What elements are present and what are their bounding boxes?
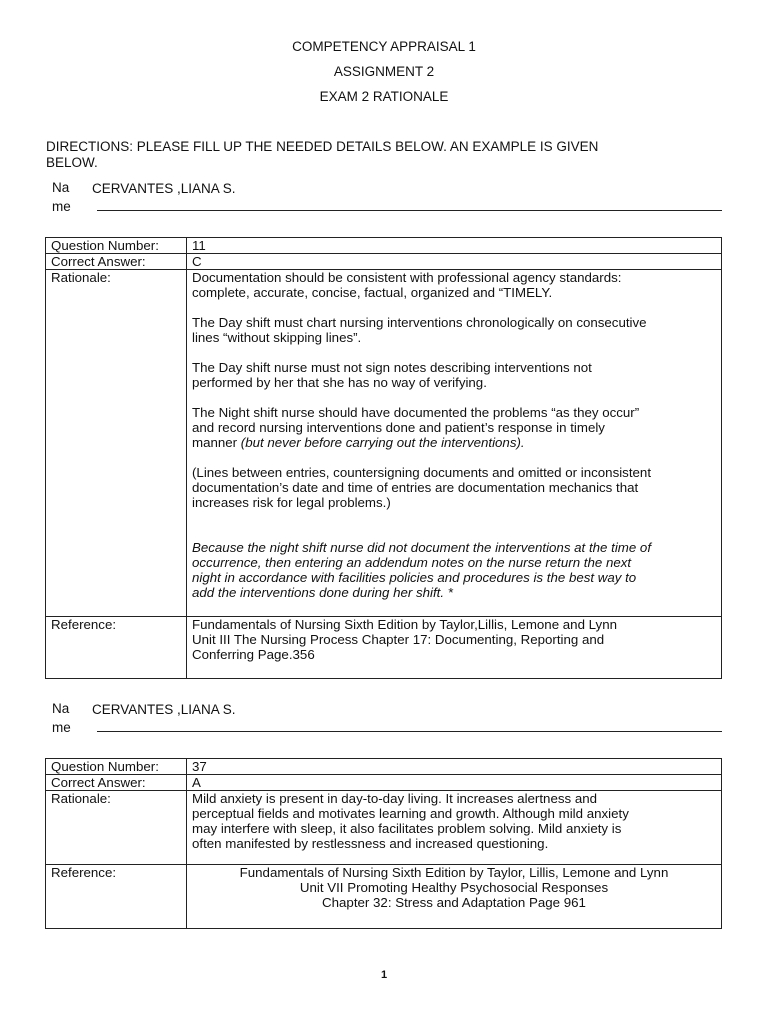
rationale-label: Rationale: [46, 791, 187, 865]
question-number-label: Question Number: [46, 238, 187, 254]
rationale-row [46, 791, 722, 865]
name-underline [97, 210, 722, 211]
rationale-paragraph: The Night shift nurse should have documented the problems “as they occur” and record nursing interventions done and patient’s response in timely manner (but never before carrying out the interventions). [192, 405, 640, 450]
directions-line2: BELOW. [46, 155, 98, 170]
question-number-label: Question Number: [46, 759, 187, 775]
question-row [46, 759, 722, 775]
rationale-row [46, 270, 722, 617]
name-label: Name [52, 180, 71, 214]
name-value: CERVANTES ,LIANA S. [92, 702, 236, 717]
correct-answer-label: Correct Answer: [46, 775, 187, 791]
question-number-value: 11 [187, 238, 722, 254]
reference-text: Fundamentals of Nursing Sixth Edition by Taylor,Lillis, Lemone and Lynn Unit III The Nursing Process Chapter 17: Documenting, Reporting and Conferring Page.356 [187, 617, 722, 679]
question-row [46, 238, 722, 254]
correct-answer-value: C [187, 254, 722, 270]
reference-row [46, 617, 722, 679]
rationale-conclusion: Because the night shift nurse did not document the interventions at the time of occurrence, then entering an addendum notes on the nurse return the next night in accordance with facilities policies and procedures is the best way to add the interventions done during her shift. * [192, 540, 652, 600]
doc-subtitle-exam: EXAM 2 RATIONALE [319, 89, 449, 104]
reference-label: Reference: [46, 865, 187, 929]
reference-row [46, 865, 722, 929]
question-number-value: 37 [187, 759, 722, 775]
name-value: CERVANTES ,LIANA S. [92, 181, 236, 196]
correct-answer-label: Correct Answer: [46, 254, 187, 270]
name-underline [97, 731, 722, 732]
rationale-paragraph: The Day shift must chart nursing interventions chronologically on consecutive lines “without skipping lines”. [192, 315, 647, 345]
answer-row [46, 254, 722, 270]
rationale-text: Mild anxiety is present in day-to-day living. It increases alertness and perceptual fields and motivates learning and growth. Although mild anxiety may interfere with sleep, it also facilitates problem solving. Mild anxiety is often manifested by restlessness and increased questioning. [187, 791, 722, 865]
reference-text: Fundamentals of Nursing Sixth Edition by Taylor, Lillis, Lemone and Lynn Unit VII Promoting Healthy Psychosocial Responses Chapter 32: Stress and Adaptation Page 961 [187, 865, 722, 929]
rationale-paragraph: (Lines between entries, countersigning documents and omitted or inconsistent documentation’s date and time of entries are documentation mechanics that increases risk for legal problems.) [192, 465, 652, 510]
page-number: 1 [380, 969, 388, 981]
directions-line1: DIRECTIONS: PLEASE FILL UP THE NEEDED DETAILS BELOW. AN EXAMPLE IS GIVEN [46, 139, 599, 154]
question-table-2 [45, 758, 722, 929]
rationale-paragraph: The Day shift nurse must not sign notes describing interventions not performed by her that she has no way of verifying. [192, 360, 592, 390]
rationale-label: Rationale: [46, 270, 187, 617]
doc-title: COMPETENCY APPRAISAL 1 [292, 39, 476, 54]
rationale-paragraph: Documentation should be consistent with professional agency standards: complete, accurate, concise, factual, organized and “TIMELY. [192, 270, 622, 300]
answer-row [46, 775, 722, 791]
doc-subtitle-assignment: ASSIGNMENT 2 [333, 64, 435, 79]
rationale-text [187, 270, 722, 617]
question-table-1 [45, 237, 722, 679]
reference-label: Reference: [46, 617, 187, 679]
correct-answer-value: A [187, 775, 722, 791]
name-label: Name [52, 701, 71, 735]
